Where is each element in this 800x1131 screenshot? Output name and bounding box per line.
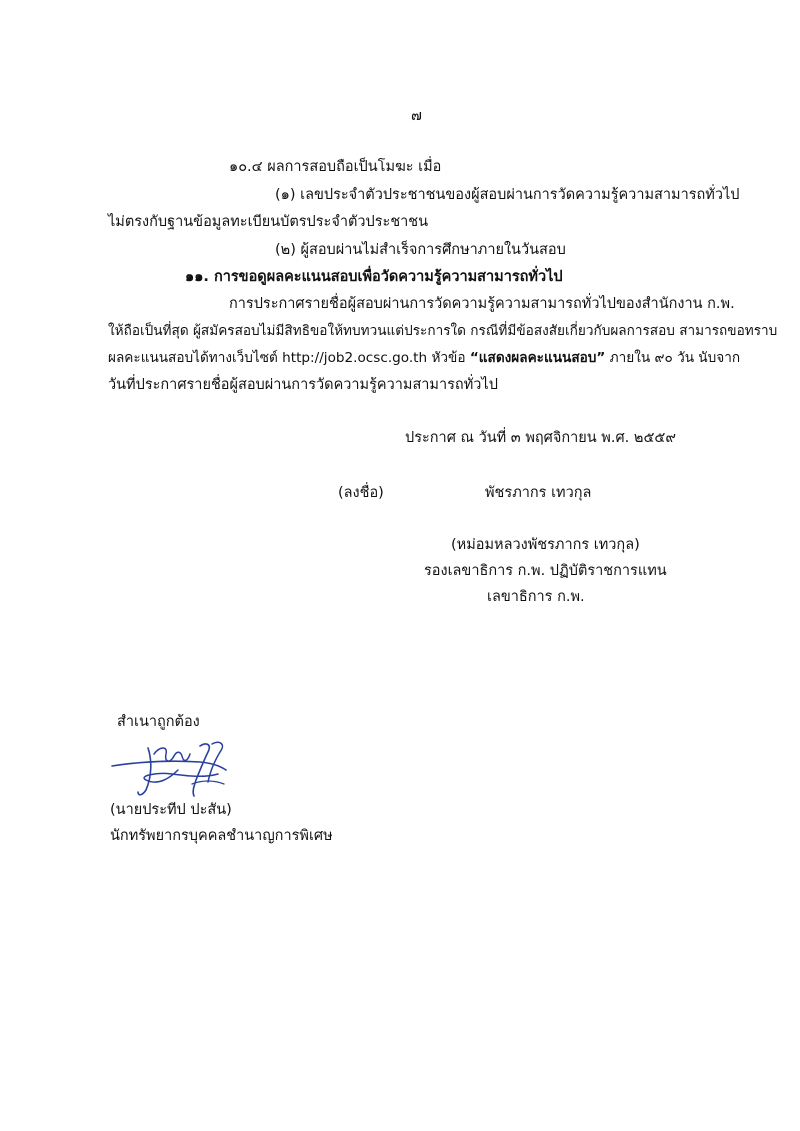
section-10-4-item-1-line-2: ไม่ตรงกับฐานข้อมูลทะเบียนบัตรประจำตัวประชาชน: [108, 214, 429, 230]
paragraph-text: ภายใน ๙๐ วัน นับจาก: [605, 350, 741, 366]
section-11-paragraph-line-1: การประกาศรายชื่อผู้สอบผ่านการวัดความรู้ความสามารถทั่วไปของสำนักงาน ก.พ.: [229, 296, 735, 312]
section-10-4-item-2: (๒) ผู้สอบผ่านไม่สำเร็จการศึกษาภายในวันสอบ: [275, 242, 566, 258]
sign-label: (ลงชื่อ): [338, 485, 384, 501]
certifier-position: นักทรัพยากรบุคคลชำนาญการพิเศษ: [110, 828, 333, 844]
signer-position-line-2: เลขาธิการ ก.พ.: [487, 589, 585, 605]
section-11-heading: ๑๑. การขอดูผลคะแนนสอบเพื่อวัดความรู้ความสามารถทั่วไป: [185, 269, 563, 285]
section-10-4-heading: ๑๐.๔ ผลการสอบถือเป็นโมฆะ เมื่อ: [229, 159, 442, 175]
certifier-name: (นายประทีป ปะสัน): [110, 802, 232, 818]
handwritten-signature: [108, 740, 238, 802]
paragraph-text: ผลคะแนนสอบได้ทางเว็บไซต์ http://job2.ocsc.go.th หัวข้อ: [108, 350, 470, 366]
section-11-paragraph-line-2: ให้ถือเป็นที่สุด ผู้สมัครสอบไม่มีสิทธิขอให้ทบทวนแต่ประการใด กรณีที่มีข้อสงสัยเกี่ยวกับผลการสอบ สามารถขอทราบ: [108, 323, 778, 339]
section-11-paragraph-line-4: วันที่ประกาศรายชื่อผู้สอบผ่านการวัดความรู้ความสามารถทั่วไป: [108, 377, 498, 393]
signer-position-line-1: รองเลขาธิการ ก.พ. ปฏิบัติราชการแทน: [424, 563, 667, 579]
paragraph-bold-topic: “แสดงผลคะแนนสอบ”: [469, 350, 606, 366]
page-number: ๗: [411, 108, 422, 124]
section-11-paragraph-line-3: [108, 348, 740, 368]
section-10-4-item-1-line-1: (๑) เลขประจำตัวประชาชนของผู้สอบผ่านการวัดความรู้ความสามารถทั่วไป: [275, 187, 740, 203]
announce-date: ประกาศ ณ วันที่ ๓ พฤศจิกายน พ.ศ. ๒๕๕๙: [405, 430, 677, 446]
signer-name: พัชรภากร เทวกุล: [485, 485, 592, 501]
certified-copy-label: สำเนาถูกต้อง: [117, 714, 200, 730]
signer-full-name: (หม่อมหลวงพัชรภากร เทวกุล): [451, 537, 640, 553]
